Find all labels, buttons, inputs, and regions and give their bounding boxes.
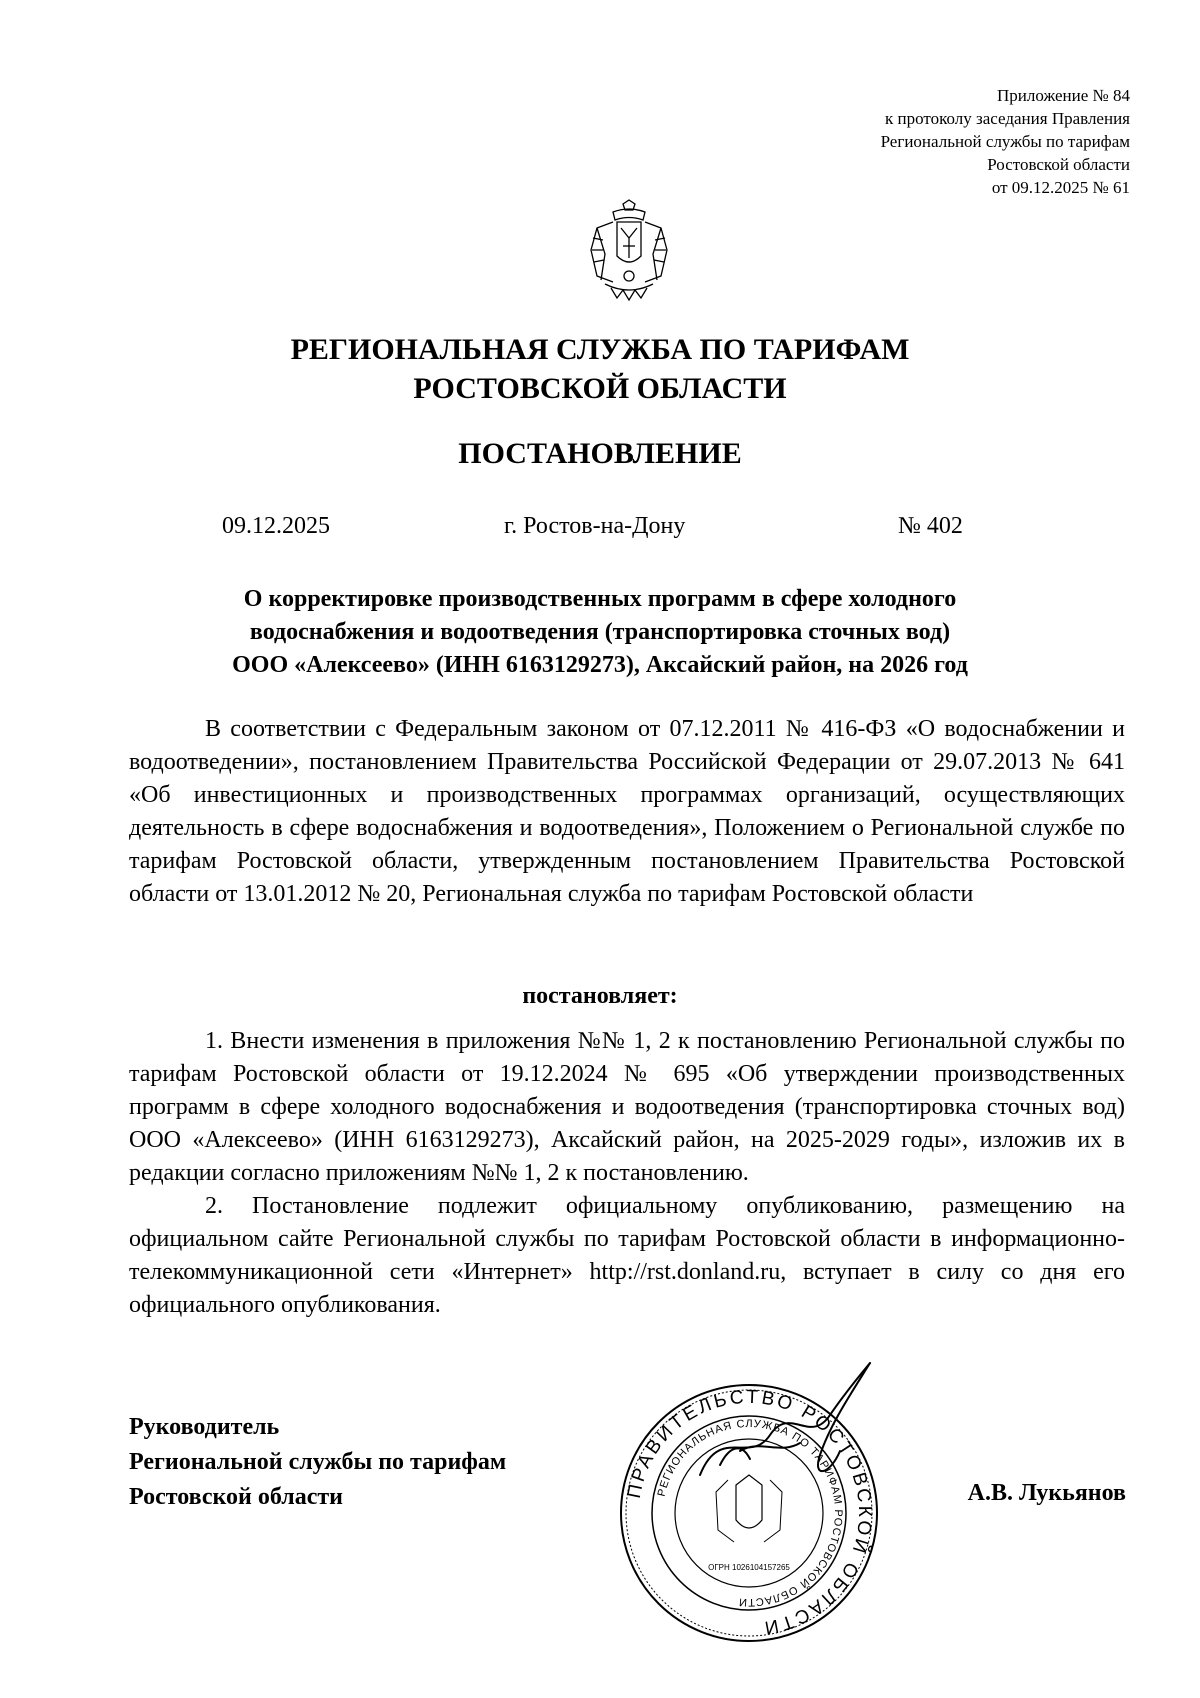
org-line: РЕГИОНАЛЬНАЯ СЛУЖБА ПО ТАРИФАМ bbox=[290, 333, 910, 366]
coat-of-arms-icon bbox=[583, 198, 675, 302]
annex-line: Приложение № 84 bbox=[997, 86, 1130, 105]
annex-block bbox=[881, 84, 1130, 199]
subject-line: О корректировке производственных программ в сфере холодного bbox=[243, 586, 957, 612]
subject-line: ООО «Алексеево» (ИНН 6163129273), Аксайский район, на 2026 год bbox=[232, 652, 968, 678]
decree-points bbox=[129, 1025, 1125, 1322]
preamble bbox=[129, 713, 1125, 911]
seal-outer-text: ПРАВИТЕЛЬСТВО РОСТОВСКОЙ ОБЛАСТИ bbox=[623, 1386, 876, 1639]
position-line: Ростовской области bbox=[129, 1484, 343, 1510]
seal-inner-text: РЕГИОНАЛЬНАЯ СЛУЖБА ПО ТАРИФАМ РОСТОВСКОЙ ОБЛАСТИ bbox=[655, 1417, 845, 1609]
annex-line: от 09.12.2025 № 61 bbox=[991, 178, 1130, 197]
document-city: г. Ростов-на-Дону bbox=[504, 513, 686, 539]
position-line: Региональной службы по тарифам bbox=[129, 1449, 507, 1475]
document-type: ПОСТАНОВЛЕНИЕ bbox=[458, 437, 742, 470]
annex-line: Ростовской области bbox=[987, 155, 1130, 174]
preamble-paragraph: В соответствии с Федеральным законом от 07.12.2011 № 416-ФЗ «О водоснабжении и водоотведении», постановлением Правительства Российской Федерации от 29.07.2013 № 641 «Об инвестиционных и производственных программах организаций, осуществляющих деятельность в сфере водоснабжения и водоотведения», Положением о Региональной службе по тарифам Ростовской области, утвержденным постановлением Правительства Ростовской области от 13.01.2012 № 20, Региональная служба по тарифам Ростовской области bbox=[129, 716, 1125, 907]
organization-title bbox=[0, 330, 1200, 408]
document-subject bbox=[130, 583, 1070, 682]
handwritten-signature bbox=[680, 1355, 880, 1515]
seal-ids: ОГРН 1026104157265 bbox=[708, 1563, 790, 1572]
annex-line: Региональной службы по тарифам bbox=[880, 132, 1130, 151]
document-date: 09.12.2025 bbox=[222, 513, 330, 539]
decree-point: 1. Внести изменения в приложения №№ 1, 2 к постановлению Региональной службы по тарифам Ростовской области от 19.12.2024 № 695 «Об утверждении производственных программ в сфере холодного водоснабжения и водоотведения (транспортировка сточных вод) ООО «Алексеево» (ИНН 6163129273), Аксайский район, на 2025-2029 годы», изложив их в редакции согласно приложениям №№ 1, 2 к постановлению. bbox=[129, 1028, 1125, 1186]
signatory-name: А.В. Лукьянов bbox=[967, 1480, 1126, 1506]
signatory-position bbox=[129, 1410, 506, 1515]
decree-word: постановляет: bbox=[522, 983, 678, 1009]
org-line: РОСТОВСКОЙ ОБЛАСТИ bbox=[413, 372, 787, 405]
decree-point: 2. Постановление подлежит официальному опубликованию, размещению на официальном сайте Региональной службы по тарифам Ростовской области в информационно-телекоммуникационной сети «Интернет» http://rst.donland.ru, вступает в силу со дня его официального опубликования. bbox=[129, 1193, 1125, 1318]
subject-line: водоснабжения и водоотведения (транспортировка сточных вод) bbox=[249, 619, 951, 645]
annex-line: к протоколу заседания Правления bbox=[885, 109, 1130, 128]
document-number: № 402 bbox=[898, 513, 963, 539]
position-line: Руководитель bbox=[129, 1414, 280, 1440]
